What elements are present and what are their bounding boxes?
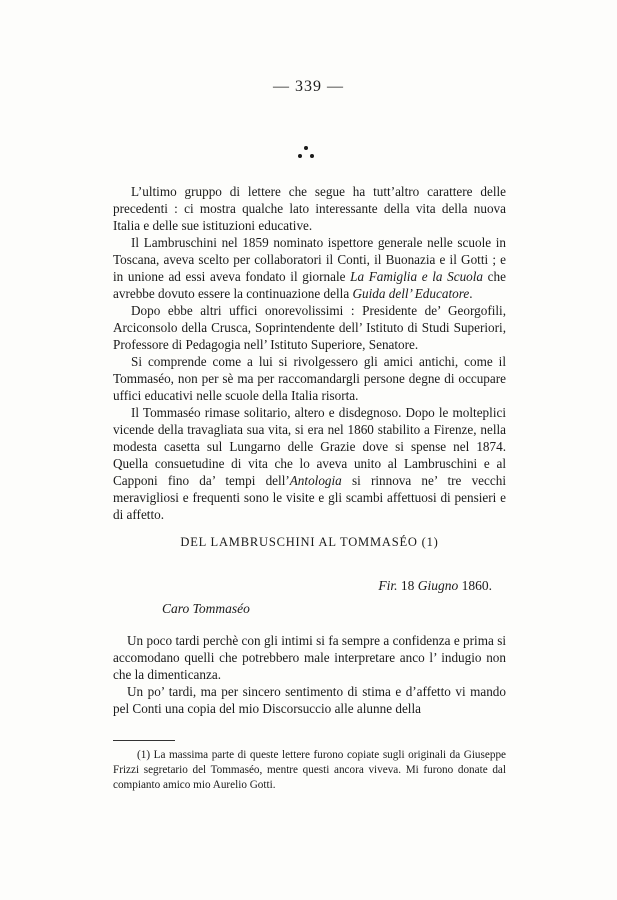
text-run: Il Lambruschini nel 1859 nominato ispettore generale nelle scuole in Toscana, aveva scelto per collaboratori il Conti, il Buonazia e il Gotti ; e in unione ad essi aveva fondato il giornale — [113, 235, 506, 284]
intro-paragraph — [113, 302, 506, 353]
letter-dateline — [300, 578, 492, 594]
asterism-ornament-icon — [296, 146, 316, 162]
section-heading: DEL LAMBRUSCHINI AL TOMMASÉO (1) — [180, 535, 439, 549]
text-run: Un po’ tardi, ma per sincero sentimento di stima e d’affetto vi mando pel Conti una copia del mio Discorsuccio alle alunne della — [113, 684, 506, 716]
text-run: . — [469, 286, 473, 301]
dateline-year: 1860. — [461, 578, 492, 593]
text-run: Si comprende come a lui si rivolgessero gli amici antichi, come il Tommaséo, non per sè ma per raccomandargli persone degne di occupare uffici educativi nelle scuole della Italia risorta. — [113, 354, 506, 403]
page-number: — 339 — — [273, 78, 344, 95]
letter-paragraph — [113, 632, 506, 683]
text-run: si rinnova ne’ tre vecchi meravigliosi e frequenti sono le visite e gli scambi affettuosi di pensieri e di affetto. — [113, 473, 506, 522]
letter-paragraph — [113, 683, 506, 717]
text-run: Il Tommaséo rimase solitario, altero e disdegnoso. Dopo le molteplici vicende della travagliata sua vita, si era nel 1860 stabilito a Firenze, nella modesta casetta sul Lungarno delle Grazie dove si spense nel 1874. Quella consuetudine di vita che lo aveva unito al Lambruschini e al Capponi fino da’ tempi dell’ — [113, 405, 506, 488]
dateline-day: 18 — [400, 578, 415, 593]
intro-paragraph — [113, 404, 506, 523]
journal-title: Guida dell’ Educatore — [352, 286, 470, 301]
dateline-month: Giugno — [417, 578, 459, 593]
text-run: che avrebbe dovuto essere la continuazione della — [113, 269, 506, 301]
journal-title: Antologia — [289, 473, 342, 488]
footnote-divider — [113, 740, 175, 741]
text-run: Un poco tardi perchè con gli intimi si fa sempre a confidenza e prima si accomodano quelli che potrebbero male interpretare anco l’ indugio non che la dimenticanza. — [113, 633, 506, 682]
letter-salutation: Caro Tommaséo — [162, 601, 250, 616]
footnote-text: (1) La massima parte di queste lettere furono copiate sugli originali da Giuseppe Frizzi segretario del Tommaséo, mentre questi ancora viveva. Mi furono donate dal compianto amico mio Aurelio Gotti. — [113, 749, 506, 791]
dateline-place: Fir. — [378, 578, 398, 593]
intro-paragraph — [113, 183, 506, 234]
text-run: L’ultimo gruppo di lettere che segue ha tutt’altro carattere delle precedenti : ci mostra qualche lato interessante della vita della nuova Italia e delle sue istituzioni educative. — [113, 184, 506, 233]
letter-body — [113, 632, 506, 717]
intro-paragraph — [113, 234, 506, 302]
text-run: Dopo ebbe altri uffici onorevolissimi : Presidente de’ Georgofili, Arciconsolo della Crusca, Soprintendente dell’ Istituto di Studi Superiori, Professore di Pedagogia nell’ Istituto Superiore, Senatore. — [113, 303, 506, 352]
journal-title: La Famiglia e la Scuola — [350, 269, 484, 284]
intro-paragraph — [113, 353, 506, 404]
footnote — [113, 748, 506, 793]
intro-text — [113, 183, 506, 523]
